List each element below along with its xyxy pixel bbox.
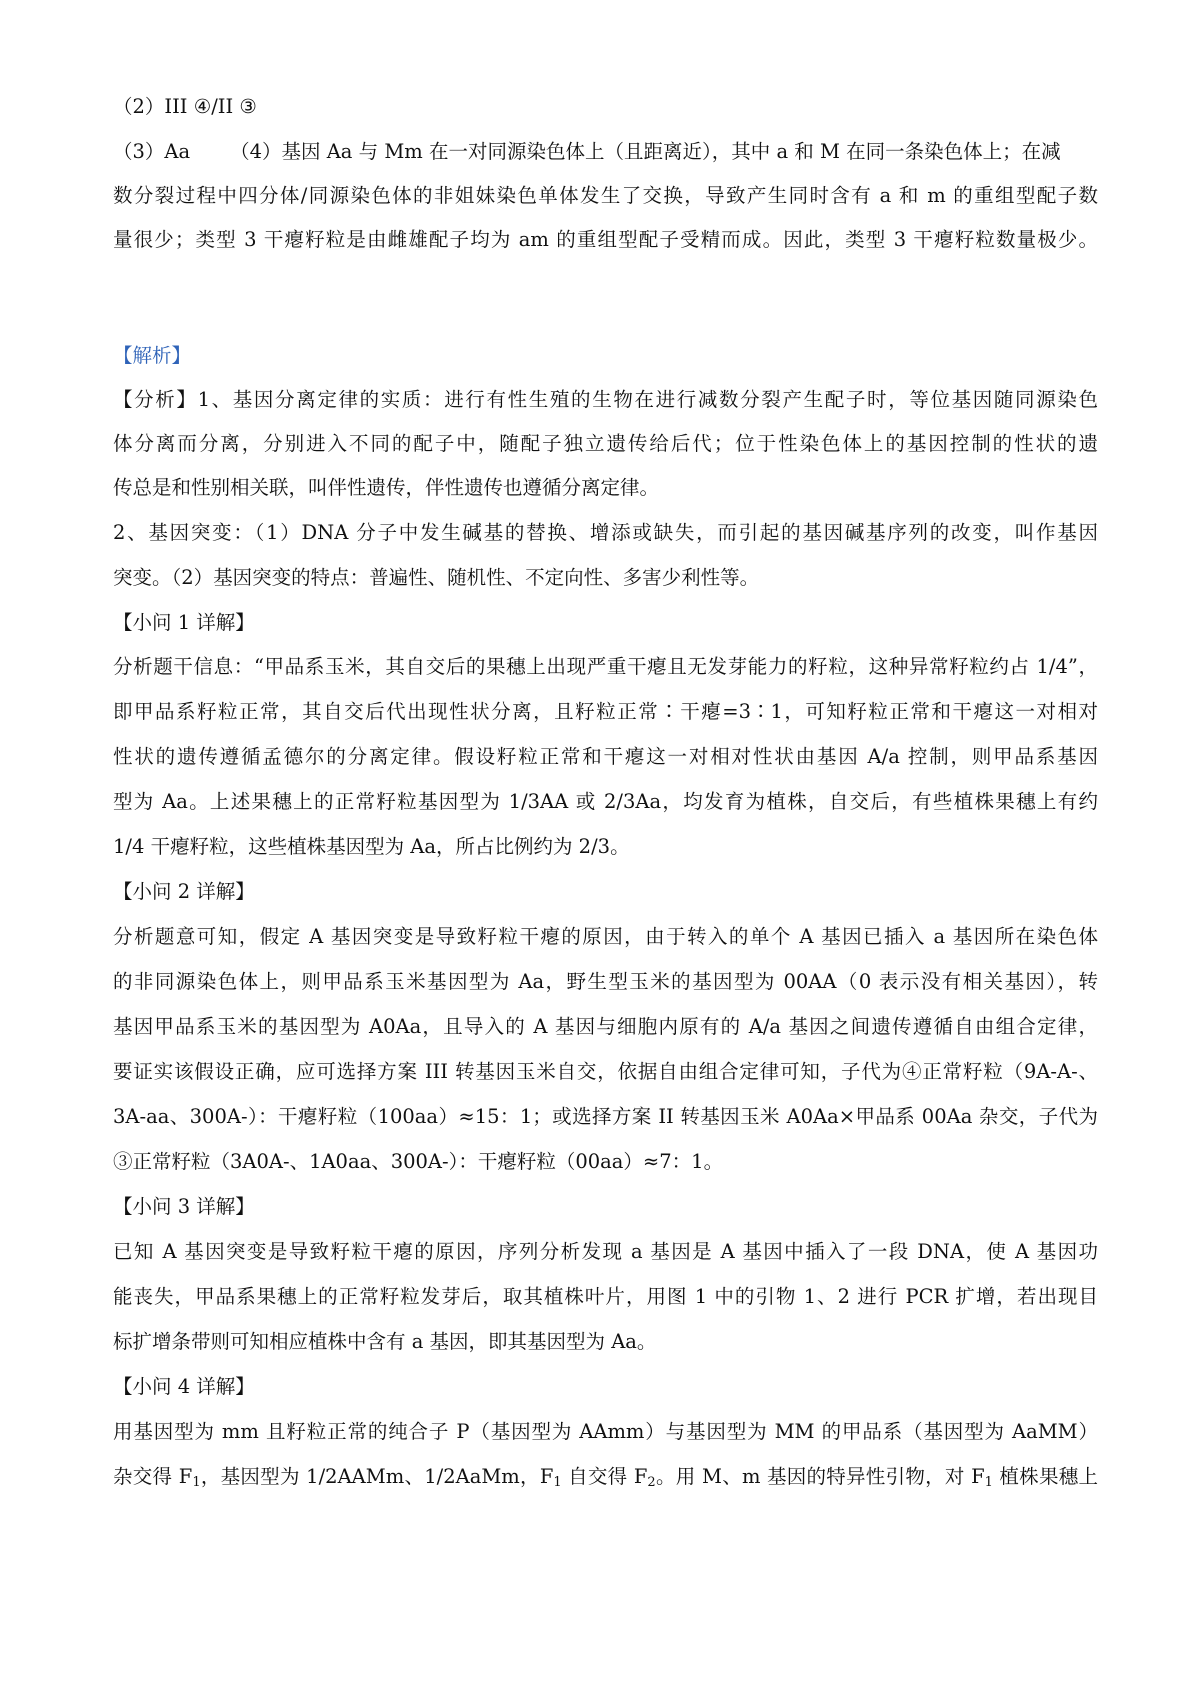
q3-line1: 已知 A 基因突变是导致籽粒干瘪的原因，序列分析发现 a 基因是 A 基因中插入了一段 DNA，使 A 基因功 bbox=[113, 1240, 1098, 1263]
q2-line4: 要证实该假设正确，应可选择方案 III 转基因玉米自交，依据自由组合定律可知，子代为④正常籽粒（9A-A-、 bbox=[113, 1060, 1098, 1083]
q1-line3: 性状的遗传遵循孟德尔的分离定律。假设籽粒正常和干瘪这一对相对性状由基因 A/a 控制，则甲品系基因 bbox=[113, 745, 1098, 768]
q4-heading: 【小问 4 详解】 bbox=[113, 1375, 255, 1398]
q2-line3: 基因甲品系玉米的基因型为 A0Aa，且导入的 A 基因与细胞内原有的 A/a 基因之间遗传遵循自由组合定律， bbox=[113, 1015, 1098, 1038]
q1-line5: 1/4 干瘪籽粒，这些植株基因型为 Aa，所占比例约为 2/3。 bbox=[113, 835, 630, 858]
q3-heading: 【小问 3 详解】 bbox=[113, 1195, 255, 1218]
q2-line2: 的非同源染色体上，则甲品系玉米基因型为 Aa，野生型玉米的基因型为 00AA（0 表示没有相关基因），转 bbox=[113, 970, 1098, 993]
analysis-p1-line2: 体分离而分离，分别进入不同的配子中，随配子独立遗传给后代；位于性染色体上的基因控制的性状的遗 bbox=[113, 432, 1098, 455]
answer-q4-line3: 量很少；类型 3 干瘪籽粒是由雌雄配子均为 am 的重组型配子受精而成。因此，类型 3 干瘪籽粒数量极少。 bbox=[113, 228, 1098, 251]
analysis-p1-line3: 传总是和性别相关联，叫伴性遗传，伴性遗传也遵循分离定律。 bbox=[113, 476, 660, 499]
analysis-p1-line1: 【分析】1、基因分离定律的实质：进行有性生殖的生物在进行减数分裂产生配子时，等位基因随同源染色 bbox=[113, 388, 1098, 411]
q4-line2: 杂交得 $F_1$，基因型为 1/2AAMm、1/2AaMm，$F_1$ 自交得 $F_2$。用 M、m 基因的特异性引物，对 $F_1$ 植株果穗上 bbox=[113, 1465, 1098, 1490]
q3-line2: 能丧失，甲品系果穗上的正常籽粒发芽后，取其植株叶片，用图 1 中的引物 1、2 进行 PCR 扩增，若出现目 bbox=[113, 1285, 1098, 1308]
answer-q3: （3）Aa bbox=[113, 140, 191, 163]
answer-q4-line1: （4）基因 Aa 与 Mm 在一对同源染色体上（且距离近），其中 a 和 M 在同一条染色体上；在减 bbox=[230, 140, 1061, 163]
q2-line1: 分析题意可知，假定 A 基因突变是导致籽粒干瘪的原因，由于转入的单个 A 基因已插入 a 基因所在染色体 bbox=[113, 925, 1098, 948]
q1-line2: 即甲品系籽粒正常，其自交后代出现性状分离，且籽粒正常∶干瘪=3∶1，可知籽粒正常和干瘪这一对相对 bbox=[113, 700, 1098, 723]
q2-heading: 【小问 2 详解】 bbox=[113, 880, 255, 903]
q2-line6: ③正常籽粒（3A0A-、1A0aa、300A-）：干瘪籽粒（00aa）≈7：1。 bbox=[113, 1150, 724, 1173]
answer-q3-q4-line1 bbox=[113, 137, 1061, 167]
q1-heading: 【小问 1 详解】 bbox=[113, 611, 255, 634]
analysis-p2-line2: 突变。（2）基因突变的特点：普遍性、随机性、不定向性、多害少利性等。 bbox=[113, 566, 760, 589]
q3-line3: 标扩增条带则可知相应植株中含有 a 基因，即其基因型为 Aa。 bbox=[113, 1330, 657, 1353]
q4-line1: 用基因型为 mm 且籽粒正常的纯合子 P（基因型为 AAmm）与基因型为 MM 的甲品系（基因型为 AaMM） bbox=[113, 1420, 1098, 1443]
analysis-p2-line1: 2、基因突变：（1）DNA 分子中发生碱基的替换、增添或缺失，而引起的基因碱基序列的改变，叫作基因 bbox=[113, 521, 1098, 544]
q1-line1: 分析题干信息：“甲品系玉米，其自交后的果穗上出现严重干瘪且无发芽能力的籽粒，这种异常籽粒约占 1/4”， bbox=[113, 655, 1098, 678]
answer-q4-line2: 数分裂过程中四分体/同源染色体的非姐妹染色单体发生了交换，导致产生同时含有 a 和 m 的重组型配子数 bbox=[113, 184, 1098, 207]
jiexi-heading: 【解析】 bbox=[113, 344, 192, 367]
q1-line4: 型为 Aa。上述果穗上的正常籽粒基因型为 1/3AA 或 2/3Aa，均发育为植株，自交后，有些植株果穗上有约 bbox=[113, 790, 1098, 813]
q2-line5: 3A-aa、300A-）：干瘪籽粒（100aa）≈15：1；或选择方案 II 转基因玉米 A0Aa×甲品系 00Aa 杂交，子代为 bbox=[113, 1105, 1098, 1128]
answer-q2: （2）III ④/II ③ bbox=[113, 95, 257, 118]
